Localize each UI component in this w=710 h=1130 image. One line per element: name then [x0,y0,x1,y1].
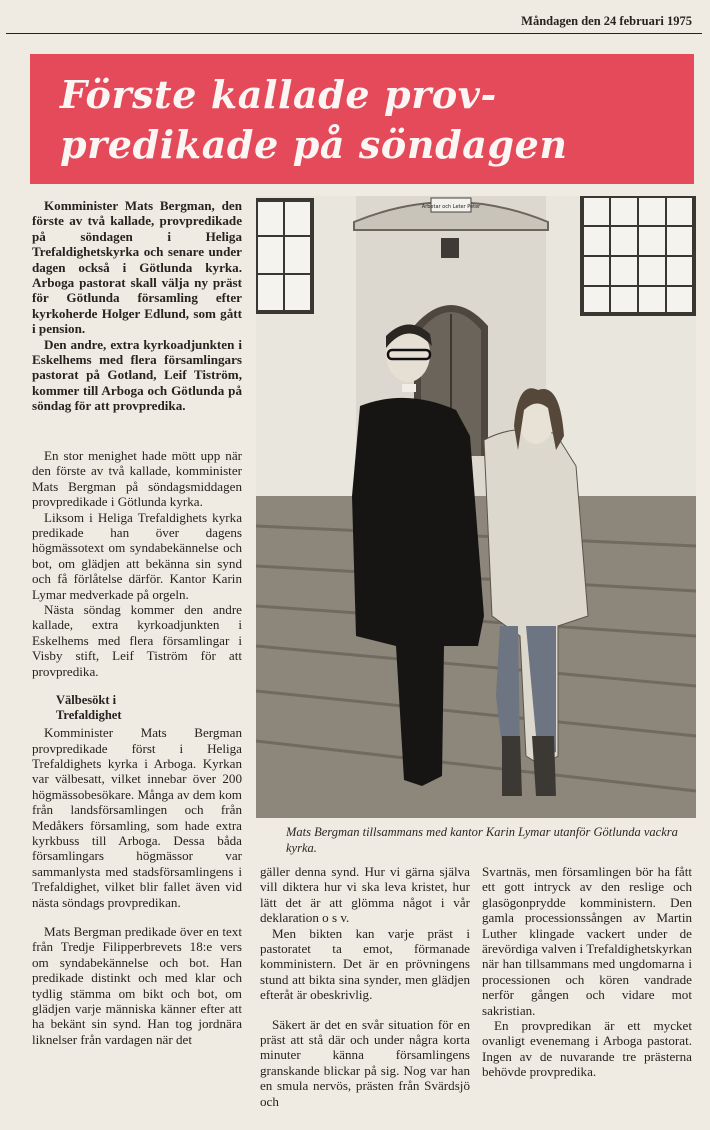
dateline: Måndagen den 24 februari 1975 [521,14,692,28]
body-paragraph: Nästa söndag kommer den andre kallade, extra kyrkoadjunkten i Eskelhems med flera församlingar i Visby stift, Leif Tiström för att provpredika. [32,602,242,679]
body-paragraph: Liksom i Heliga Trefaldighets kyrka predikade han över dagens högmässotext om syndabekännelse och bot, om glädjen att bekänna sin synd och få förlåtelse därför. Kantor Karin Lymar medverkade på orgeln. [32,509,242,602]
headline [60,70,666,170]
photo-illustration [256,196,696,818]
photo-caption: Mats Bergman tillsammans med kantor Karin Lymar utanför Götlunda vackra kyrka. [286,825,678,855]
subheading: Välbesökt i [56,693,117,708]
header-rule [6,33,702,34]
lead-column [32,198,242,414]
body-paragraph: Svartnäs, men församlingen bör ha fått ett gott intryck av den reslige och glasögonprydde komministern. Den gamla processionssången av Martin Luther klingade vackert under de ärevördiga valven i Trefaldighetskyrkan när han tillsammans med ungdomarna i processionen och kören vandrade nerför gången och vidare mot sakristian. [482,864,692,1018]
lead-paragraph-2: Den andre, extra kyrkoadjunkten i Eskelhems med flera församlingars pastorat på Gotland, Leif Tiström, kommer till Arboga och Götlunda på söndag för att provpredika. [32,336,242,414]
body-paragraph: En stor menighet hade mött upp när den förste av två kallade, komminister Mats Bergman på söndagsmiddagen provpredikade i Götlunda kyrka. [32,448,242,510]
headline-line-1: Förste kallade prov- [60,72,497,117]
body-column-1 [32,448,242,1047]
body-paragraph: gäller denna synd. Hur vi gärna själva vill diktera hur vi ska leva kristet, hur lätt det är att glömma något i vår deklaration o s v. [260,864,470,926]
body-paragraph: Mats Bergman predikade över en text från Tredje Filipperbrevets 18:e vers om syndabekännelse och bot. Han predikade distinkt och med klar och tydlig stämma om bikt och bot, om glädjen varje människa känner efter att ha bekänt sin synd. Han tog jordnära liknelser från vardagen när det [32,923,242,1047]
lead-paragraph-1: Komminister Mats Bergman, den förste av två kallade, provpredikade på söndagen i Heliga Trefaldighetskyrka och senare under dagen också i Götlunda kyrka. Arboga pastorat skall välja ny präst för Götlunda församling efter kyrkoherde Holger Edlund, som gått i pension. [32,198,242,337]
church-photo [256,196,696,818]
subheading: Trefaldighet [56,708,122,723]
body-paragraph: Komminister Mats Bergman provpredikade först i Heliga Trefaldighets kyrka i Arboga. Kyrkan var välbesatt, vilket innebar över 200 högmässobesökare. Många av dem kom från landsförsamlingen och från Medåkers församling, som hade extra kyrkbuss till Arboga. Dessa båda församlingars högmässor var sammanlysta med stadsförsamlingens i Trefaldighet, vilket blir fallet även vid nästa söndags provpredikan. [32,725,242,910]
sign-text: Arbetar och Leter Peter [421,204,481,210]
body-paragraph: Men bikten kan varje präst i pastoratet ta emot, förmanade komministern. Det är en prövningens stund att bikta sina synder, men glädjen efteråt är obeskrivlig. [260,925,470,1003]
headline-line-2: predikade på söndagen [60,122,568,167]
body-column-2 [260,864,470,1109]
body-column-3 [482,864,692,1080]
body-paragraph: Säkert är det en svår situation för en präst att stå där och under några korta minuter känna församlingens granskande blickar på sig. Nog var han en smula nervös, prästen från Svärdsjö och [260,1016,470,1109]
headline-banner [30,54,694,184]
body-paragraph: En provpredikan är ett mycket ovanligt evenemang i Arboga pastorat. Ingen av de nuvarande tre prästerna behövde provpredika. [482,1018,692,1080]
